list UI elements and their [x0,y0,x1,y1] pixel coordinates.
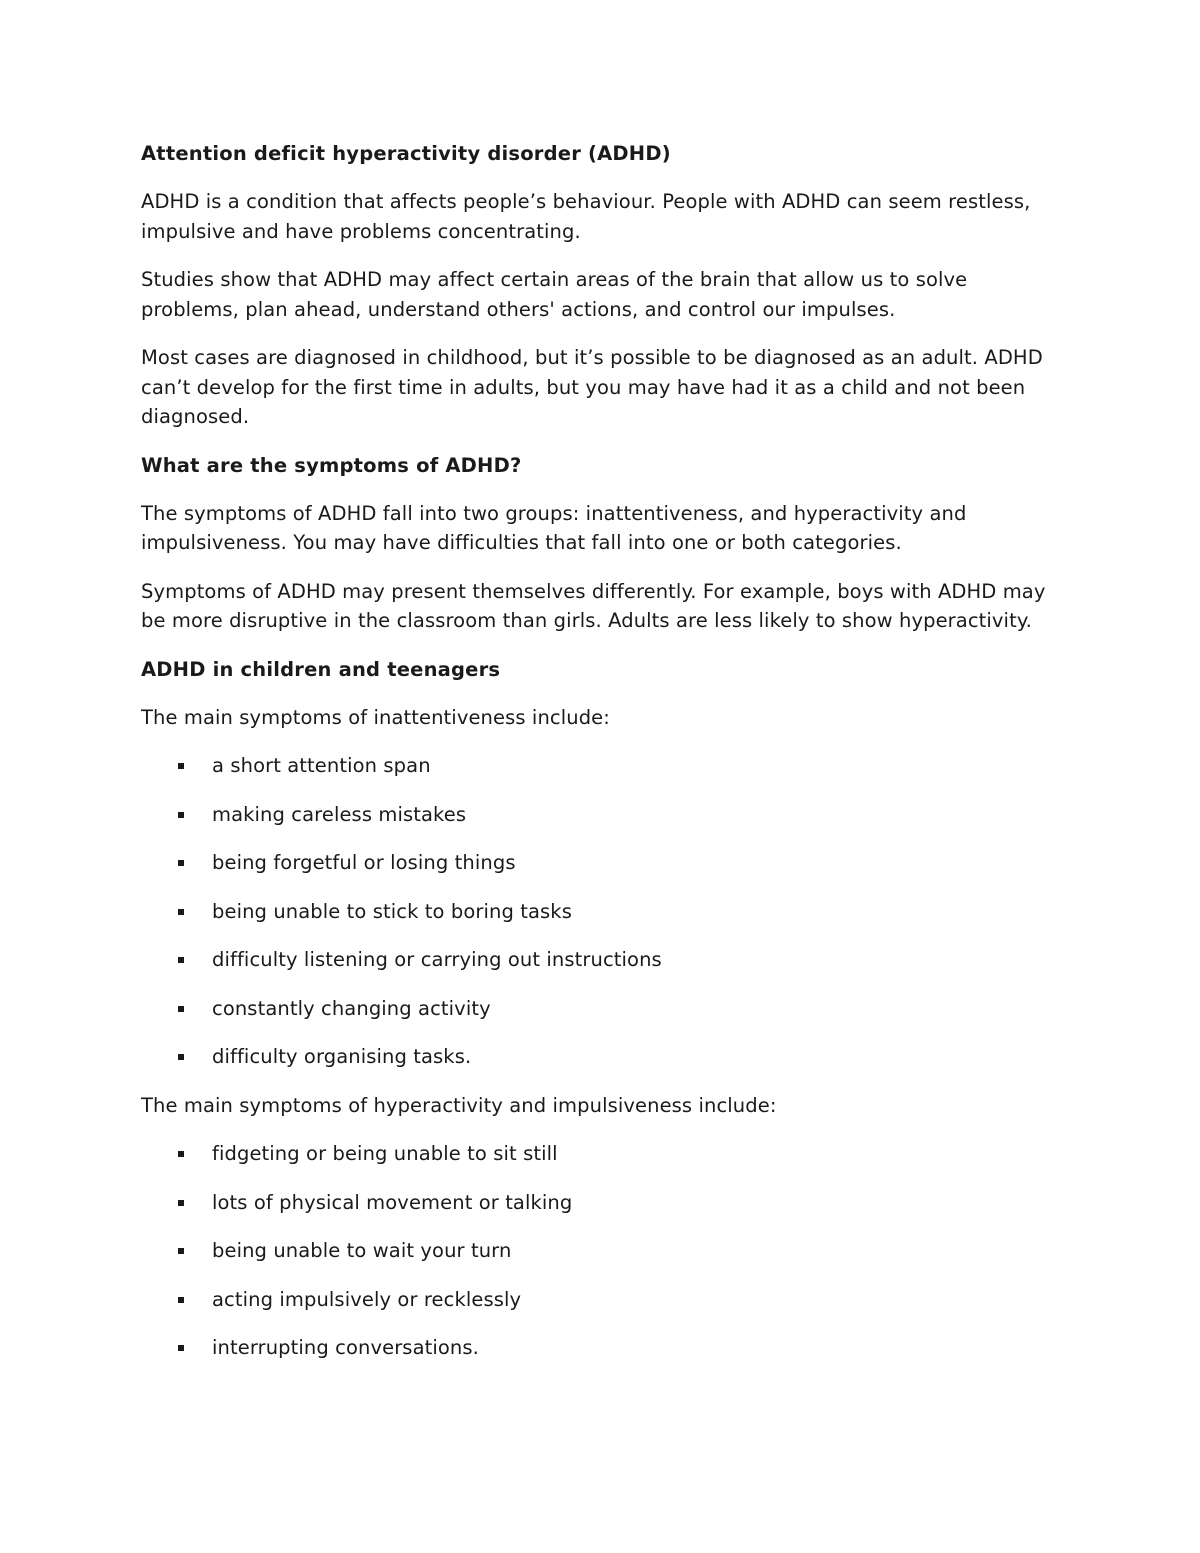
list-item [141,1188,1061,1218]
bullet-icon [178,1248,184,1254]
list-item [141,994,1061,1024]
inattentiveness-intro: The main symptoms of inattentiveness include: [141,705,610,729]
bullet-icon [178,860,184,866]
intro-paragraph-3: Most cases are diagnosed in childhood, but it’s possible to be diagnosed as an adult. ADHD can’t develop for the first time in adults, but you may have had it as a child and not been diagnosed. [141,346,1043,428]
list-item [141,1285,1061,1315]
bullet-icon [178,1200,184,1206]
list-item [141,945,1061,975]
intro-paragraph-1: ADHD is a condition that affects people’s behaviour. People with ADHD can seem restless, impulsive and have problems concentrating. [141,190,1031,243]
bullet-icon [178,1054,184,1060]
list-item-text: difficulty listening or carrying out instructions [212,948,662,971]
hyperactivity-intro: The main symptoms of hyperactivity and impulsiveness include: [141,1093,777,1117]
inattentiveness-list [141,751,1061,1072]
list-item-text: being unable to wait your turn [212,1239,512,1262]
list-item-text: making careless mistakes [212,802,467,826]
symptoms-heading: What are the symptoms of ADHD? [141,453,522,477]
bullet-icon [178,909,184,915]
list-item-text: constantly changing activity [212,996,491,1020]
list-item [141,1042,1061,1072]
symptoms-paragraph-2: Symptoms of ADHD may present themselves differently. For example, boys with ADHD may be more disruptive in the classroom than girls. Adults are less likely to show hyperactivity. [141,579,1046,632]
symptoms-paragraph-1: The symptoms of ADHD fall into two groups: inattentiveness, and hyperactivity and impulsiveness. You may have difficulties that fall into one or both categories. [141,501,967,554]
document-page [141,139,1061,1382]
list-item-text: lots of physical movement or talking [212,1190,573,1214]
bullet-icon [178,1151,184,1157]
children-heading: ADHD in children and teenagers [141,657,501,681]
list-item [141,751,1061,781]
list-item-text: being unable to stick to boring tasks [212,899,572,923]
bullet-icon [178,1006,184,1012]
list-item-text: interrupting conversations. [212,1336,479,1359]
list-item-text: difficulty organising tasks. [212,1045,472,1068]
list-item [141,897,1061,927]
list-item-text: being forgetful or losing things [212,851,516,874]
list-item-text: acting impulsively or recklessly [212,1287,522,1311]
intro-paragraph-2: Studies show that ADHD may affect certain areas of the brain that allow us to solve problems, plan ahead, understand others' actions, and control our impulses. [141,268,968,321]
bullet-icon [178,1345,184,1351]
list-item [141,1333,1061,1363]
list-item-text: a short attention span [212,754,431,777]
list-item-text: fidgeting or being unable to sit still [212,1142,558,1165]
list-item [141,1139,1061,1169]
bullet-icon [178,763,184,769]
bullet-icon [178,1297,184,1303]
document-title: Attention deficit hyperactivity disorder (ADHD) [141,142,671,165]
bullet-icon [178,957,184,963]
list-item [141,800,1061,830]
list-item [141,1236,1061,1266]
bullet-icon [178,812,184,818]
list-item [141,848,1061,878]
hyperactivity-list [141,1139,1061,1363]
